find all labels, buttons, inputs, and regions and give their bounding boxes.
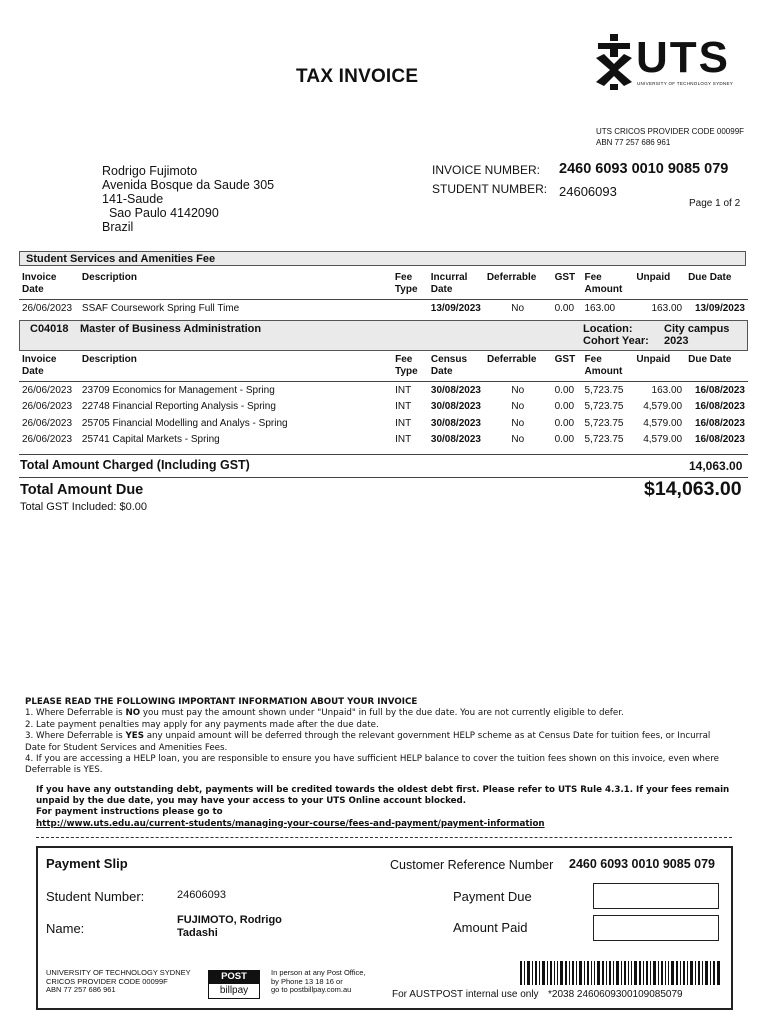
row-fee: 5,723.75 xyxy=(584,417,624,429)
col-gst-header: GST xyxy=(554,354,576,365)
col-due-date-header: Due Date xyxy=(688,354,732,365)
col-invoice-header: Invoice xyxy=(22,354,57,365)
row-fee: 163.00 xyxy=(584,302,616,314)
row-unpaid: 4,579.00 xyxy=(643,434,683,446)
col-type-header: Type xyxy=(394,284,418,295)
col-census-header: Census xyxy=(430,354,468,365)
col-date-header: Date xyxy=(22,366,44,377)
row-gst: 0.00 xyxy=(554,417,575,429)
ssaf-section-header xyxy=(19,251,746,266)
payment-info-link[interactable]: http://www.uts.edu.au/current-students/managing-your-course/fees-and-payment/payment-information xyxy=(36,818,545,829)
row-date: 26/06/2023 xyxy=(22,417,73,429)
col-unpaid-header: Unpaid xyxy=(636,354,671,365)
address-line: 141-Saude xyxy=(102,192,164,206)
cohort-value: 2023 xyxy=(664,335,689,347)
important-information xyxy=(25,697,730,777)
slip-name-line: Tadashi xyxy=(177,927,218,939)
row-date: 26/06/2023 xyxy=(22,434,73,446)
total-charged-label: Total Amount Charged (Including GST) xyxy=(20,458,250,472)
row-fee: 5,723.75 xyxy=(584,384,624,396)
ssaf-section-title: Student Services and Amenities Fee xyxy=(26,253,216,265)
row-type: INT xyxy=(395,401,412,413)
course-code: C04018 xyxy=(30,323,69,335)
note-1 xyxy=(25,708,730,719)
barcode-graphic xyxy=(520,961,720,985)
note-4: 4. If you are accessing a HELP loan, you are responsible to ensure you have sufficient HELP balance to cover the tuition fees shown on this invoice, even where Deferrable is YES. xyxy=(25,754,719,776)
note-3 xyxy=(25,731,730,754)
divider xyxy=(19,454,748,455)
col-description-header: Description xyxy=(81,272,137,283)
col-amount-header: Amount xyxy=(584,366,623,377)
col-invoice-header: Invoice xyxy=(22,272,57,283)
post-info-line: In person at any Post Office, xyxy=(271,968,366,977)
customer-ref-value: 2460 6093 0010 9085 079 xyxy=(569,857,715,871)
row-gst: 0.00 xyxy=(554,302,575,314)
amount-paid-box[interactable] xyxy=(593,915,719,941)
course-name: Master of Business Administration xyxy=(80,323,262,335)
col-fee-header: Fee xyxy=(394,272,413,283)
row-date: 26/06/2023 xyxy=(22,401,73,413)
row-gst: 0.00 xyxy=(554,401,575,413)
col-deferrable-header: Deferrable xyxy=(486,354,537,365)
col-type-header: Type xyxy=(395,366,418,377)
row-due-date: 16/08/2023 xyxy=(694,401,745,413)
post-info-line: go to postbillpay.com.au xyxy=(271,985,352,994)
row-deferrable: No xyxy=(511,302,525,314)
address-line: Sao Paulo 4142090 xyxy=(102,206,219,220)
uts-logo-subtitle: UNIVERSITY OF TECHNOLOGY SYDNEY xyxy=(637,81,734,86)
col-gst-header: GST xyxy=(554,272,576,283)
row-unpaid: 4,579.00 xyxy=(643,417,683,429)
col-incurral-header: Incurral xyxy=(430,272,468,283)
row-due-date: 16/08/2023 xyxy=(694,434,745,446)
row-type: INT xyxy=(395,417,412,429)
gst-included: Total GST Included: $0.00 xyxy=(20,501,147,513)
cricos-block xyxy=(596,126,744,148)
row-census-date: 30/08/2023 xyxy=(430,417,481,429)
student-number: 24606093 xyxy=(559,184,617,199)
total-due-value: $14,063.00 xyxy=(644,478,742,500)
table-row xyxy=(19,399,748,416)
divider xyxy=(19,477,748,478)
row-deferrable: No xyxy=(511,434,525,446)
col-unpaid-header: Unpaid xyxy=(636,272,671,283)
address-line: Avenida Bosque da Saude 305 xyxy=(102,178,275,192)
mailing-address xyxy=(102,164,274,234)
col-fee-amount-header: Fee xyxy=(584,354,602,365)
slip-name-label: Name: xyxy=(46,921,85,936)
uts-logo-text: UTS xyxy=(636,33,730,82)
table-row xyxy=(19,382,748,399)
row-census-date: 30/08/2023 xyxy=(430,401,481,413)
note-text: 3. Where Deferrable is xyxy=(25,731,126,742)
payment-instructions: For payment instructions please go to xyxy=(36,807,223,818)
student-number-label: STUDENT NUMBER: xyxy=(432,182,548,196)
row-deferrable: No xyxy=(511,384,525,396)
ssaf-table xyxy=(19,272,748,317)
course-table xyxy=(19,354,748,448)
col-amount-header: Amount xyxy=(584,284,623,295)
cohort-label: Cohort Year: xyxy=(583,335,649,347)
row-gst: 0.00 xyxy=(554,384,575,396)
row-fee: 5,723.75 xyxy=(584,401,624,413)
note-text: 1. Where Deferrable is xyxy=(25,708,126,719)
total-charged-value: 14,063.00 xyxy=(689,459,743,473)
note-emphasis: YES xyxy=(125,731,144,742)
col-fee-header: Fee xyxy=(395,354,413,365)
location-label: Location: xyxy=(583,323,633,335)
row-type: INT xyxy=(395,384,412,396)
row-census-date: 30/08/2023 xyxy=(430,434,481,446)
col-fee-amount-header: Fee xyxy=(584,272,602,283)
col-census-date-header: Date xyxy=(430,366,453,377)
course-table-header xyxy=(19,354,748,378)
total-due-label: Total Amount Due xyxy=(20,482,144,498)
outstanding-debt-notice xyxy=(36,785,736,830)
row-description: SSAF Coursework Spring Full Time xyxy=(81,302,240,314)
uni-line: UNIVERSITY OF TECHNOLOGY SYDNEY xyxy=(46,968,191,977)
payment-slip xyxy=(36,846,733,1010)
outstanding-text: If you have any outstanding debt, payments will be credited towards the oldest debt first. Please refer to UTS Rule 4.3.1. If your fees remain unpaid by the due date, you may have your access to your UTS Online account blocked. xyxy=(36,785,730,807)
post-billpay-info xyxy=(271,969,366,995)
row-type xyxy=(392,300,428,317)
row-description: 22748 Financial Reporting Analysis - Spring xyxy=(81,401,276,413)
amount-paid-label: Amount Paid xyxy=(453,920,528,935)
row-date: 26/06/2023 xyxy=(22,302,73,314)
note-text: you must pay the amount shown under "Unpaid" in full by the due date. You are not currently eligible to defer. xyxy=(140,708,624,719)
abn: ABN 77 257 686 961 xyxy=(596,138,671,147)
cricos-code: UTS CRICOS PROVIDER CODE 00099F xyxy=(596,127,745,136)
austpost-note: For AUSTPOST internal use only xyxy=(392,989,539,1000)
row-unpaid: 163.00 xyxy=(651,302,683,314)
row-deferrable: No xyxy=(511,417,525,429)
cut-line xyxy=(36,837,732,838)
payment-due-box[interactable] xyxy=(593,883,719,909)
uni-line: ABN 77 257 686 961 xyxy=(46,985,116,994)
post-info-line: by Phone 13 18 16 or xyxy=(271,976,343,986)
row-fee: 5,723.75 xyxy=(584,434,624,446)
address-name: Rodrigo Fujimoto xyxy=(102,164,198,178)
note-text: any unpaid amount will be deferred through the relevant government HELP scheme as at Census Date for tuition fees, or Incurral Date for Student Services and Amenities Fees. xyxy=(25,731,711,753)
slip-name-line: FUJIMOTO, Rodrigo xyxy=(177,914,282,926)
row-due-date: 13/09/2023 xyxy=(694,302,745,314)
col-incurral-date-header: Date xyxy=(430,284,453,295)
col-deferrable-header: Deferrable xyxy=(486,272,537,283)
notes-heading: PLEASE READ THE FOLLOWING IMPORTANT INFORMATION ABOUT YOUR INVOICE xyxy=(25,697,418,707)
address-line: Brazil xyxy=(102,220,134,234)
slip-student-number: 24606093 xyxy=(177,889,226,901)
invoice-title: TAX INVOICE xyxy=(296,66,419,87)
table-row xyxy=(19,415,748,432)
customer-ref-label: Customer Reference Number xyxy=(390,858,554,872)
row-due-date: 16/08/2023 xyxy=(694,417,745,429)
page-number: Page 1 of 2 xyxy=(689,198,741,209)
row-gst: 0.00 xyxy=(554,434,575,446)
row-description: 25705 Financial Modelling and Analys - Spring xyxy=(81,417,288,429)
table-row xyxy=(19,300,748,317)
row-type: INT xyxy=(395,434,412,446)
col-due-date-header: Due Date xyxy=(688,272,732,283)
location-value: City campus xyxy=(664,323,730,335)
course-section-header xyxy=(19,320,748,351)
invoice-number: 2460 6093 0010 9085 079 xyxy=(559,161,729,177)
slip-name xyxy=(177,914,282,940)
note-2: 2. Late payment penalties may apply for any payments made after the due date. xyxy=(25,719,379,730)
slip-university-info xyxy=(46,969,191,995)
post-logo-bottom: billpay xyxy=(208,983,260,999)
row-description: 23709 Economics for Management - Spring xyxy=(81,384,275,396)
col-description-header: Description xyxy=(81,354,137,365)
row-date: 26/06/2023 xyxy=(22,384,73,396)
row-due-date: 16/08/2023 xyxy=(694,384,745,396)
ssaf-table-header xyxy=(19,272,748,296)
uts-emblem-icon xyxy=(594,34,634,90)
barcode-text: *2038 2460609300109085079 xyxy=(548,989,683,1000)
row-incurral-date: 13/09/2023 xyxy=(430,302,481,314)
slip-student-number-label: Student Number: xyxy=(46,889,145,904)
row-census-date: 30/08/2023 xyxy=(430,384,481,396)
post-logo-top: POST xyxy=(208,970,260,983)
row-unpaid: 4,579.00 xyxy=(643,401,683,413)
col-date-header: Date xyxy=(22,284,44,295)
slip-title: Payment Slip xyxy=(46,856,128,871)
note-emphasis: NO xyxy=(125,708,141,719)
table-row xyxy=(19,432,748,449)
row-unpaid: 163.00 xyxy=(651,384,683,396)
row-deferrable: No xyxy=(511,401,525,413)
post-billpay-logo xyxy=(208,970,260,1000)
payment-due-label: Payment Due xyxy=(453,889,532,904)
uni-line: CRICOS PROVIDER CODE 00099F xyxy=(46,976,168,986)
invoice-number-label: INVOICE NUMBER: xyxy=(432,163,541,177)
row-description: 25741 Capital Markets - Spring xyxy=(81,434,220,446)
